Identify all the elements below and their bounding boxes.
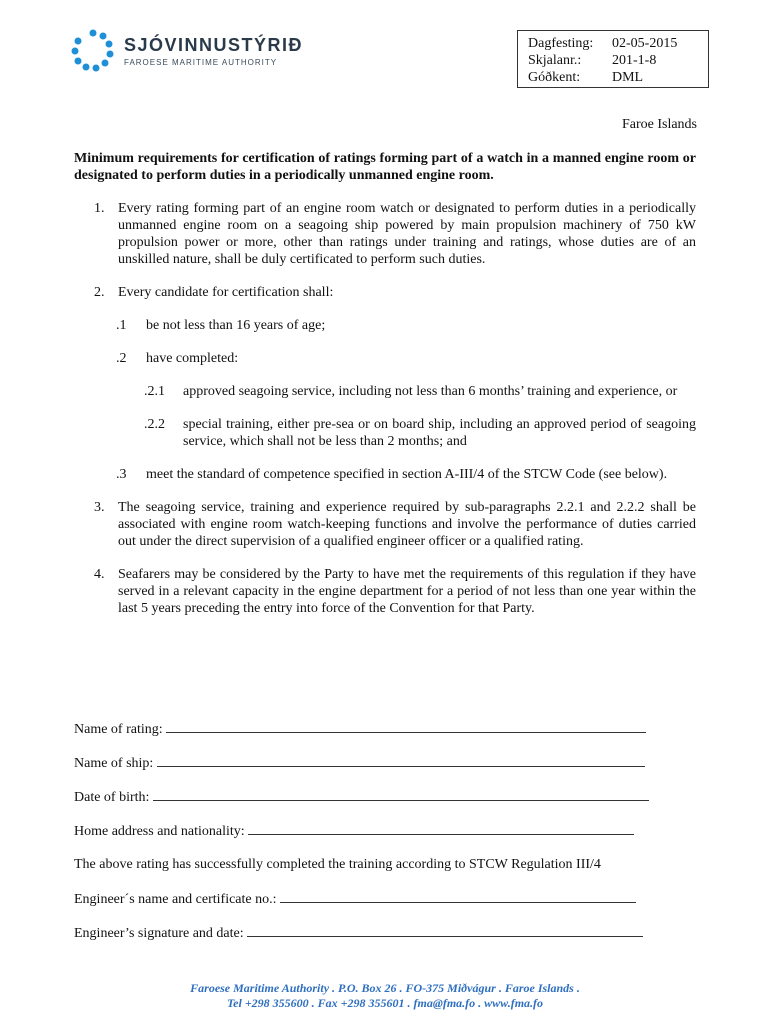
ref-value: 201-1-8 [612,53,657,68]
subparagraph-2-1 [74,317,696,334]
place: Faroe Islands [621,117,697,132]
subparagraph-number: .1 [116,318,127,333]
paragraph-number: 1. [94,201,105,216]
subparagraph-2-2-1 [74,383,696,400]
engineer-signature-line[interactable] [247,924,643,937]
field-ship-name [74,754,696,788]
field-home-address [74,822,696,856]
field-engineer-signature [74,924,696,958]
paragraph-number: 3. [94,500,105,515]
subparagraph-text: approved seagoing service, including not less than 6 months’ training and experience, or [183,384,678,399]
paragraph-3 [74,499,696,550]
field-label: Name of ship: [74,756,154,771]
paragraph-text: The seagoing service, training and experience required by sub-paragraphs 2.2.1 and 2.2.2 shall be associated with engine room watch-keeping functions and involve the performance of duties carried out under the direct supervision of a qualified engineer officer or a qualified rating. [118,500,696,549]
ship-name-line[interactable] [157,754,645,767]
ref-row-approved [528,69,708,86]
field-label: Date of birth: [74,790,150,805]
footer-address: Faroese Maritime Authority . P.O. Box 26 . FO-375 Miðvágur . Faroe Islands . [190,981,580,995]
paragraph-text: Every rating forming part of an engine room watch or designated to perform duties in a periodically unmanned engine room on a seagoing ship powered by main propulsion machinery of 750 kW propulsion power or more, other than ratings under training and ratings, whose duties are of an unskilled nature, shall be duly certificated to perform such duties. [118,201,696,267]
footer-contact: Tel +298 355600 . Fax +298 355601 . fma@fma.fo . www.fma.fo [226,996,544,1010]
subparagraph-number: .2 [116,351,127,366]
paragraph-text: Seafarers may be considered by the Party to have met the requirements of this regulation if they have served in a relevant capacity in the engine department for a period of not less than one year within the last 5 years preceding the entry into force of the Convention for that Party. [118,567,696,616]
subparagraph-2-2-2 [74,416,696,450]
subparagraph-text: be not less than 16 years of age; [146,318,326,333]
rating-name-line[interactable] [166,720,646,733]
field-rating-name [74,720,696,754]
field-date-of-birth [74,788,696,822]
paragraph-number: 2. [94,285,105,300]
paragraph-number: 4. [94,567,105,582]
subparagraph-2-2 [74,350,696,367]
subparagraph-text: meet the standard of competence specified in section A-III/4 of the STCW Code (see below). [146,467,668,482]
subparagraph-number: .3 [116,467,127,482]
engineer-name-line[interactable] [280,890,636,903]
field-label: Engineer´s name and certificate no.: [74,892,277,907]
paragraph-1 [74,200,696,268]
field-label: Engineer’s signature and date: [74,926,244,941]
document-title: Minimum requirements for certification of ratings forming part of a watch in a manned engine room or designated to perform duties in a periodically unmanned engine room. [74,151,696,183]
logo [70,28,303,74]
ref-label: Dagfesting: [528,36,594,51]
ref-label: Skjalanr.: [528,53,582,68]
field-engineer-name [74,890,696,924]
form-fields [74,720,696,958]
document-body [74,200,696,633]
ref-row-date [528,35,708,52]
paragraph-text: Every candidate for certification shall: [118,285,334,300]
logo-mark-icon [70,28,116,74]
completion-statement: The above rating has successfully completed the training according to STCW Regulation III/4 [74,857,601,872]
ref-value: 02-05-2015 [612,36,678,51]
field-label: Home address and nationality: [74,824,245,839]
footer [0,981,770,1011]
subparagraph-text: special training, either pre-sea or on board ship, including an approved period of seagoing service, which shall not be less than 2 months; and [183,417,696,449]
paragraph-2 [74,284,696,301]
ref-label: Góðkent: [528,70,581,85]
logo-name: SJÓVINNUSTÝRIÐ [124,35,304,55]
date-of-birth-line[interactable] [153,788,649,801]
subparagraph-2-3 [74,466,696,483]
home-address-line[interactable] [248,822,634,835]
field-label: Name of rating: [74,722,163,737]
reference-box [517,30,709,88]
subparagraph-number: .2.2 [144,417,165,432]
subparagraph-number: .2.1 [144,384,165,399]
paragraph-4 [74,566,696,617]
ref-row-docno [528,52,708,69]
ref-value: DML [612,70,644,85]
logo-subtitle: FAROESE MARITIME AUTHORITY [124,58,278,67]
subparagraph-text: have completed: [146,351,239,366]
